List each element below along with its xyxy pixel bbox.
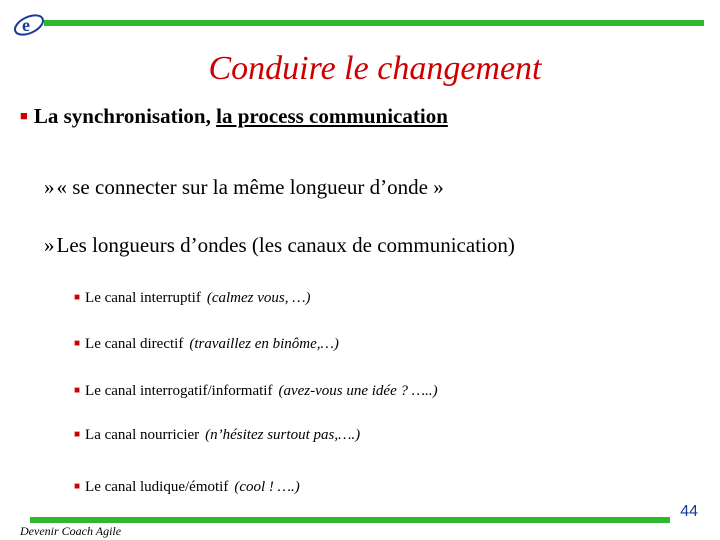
channel-label: Le canal directif [85,336,184,352]
square-bullet-icon: ■ [74,292,81,303]
channel-example: (avez-vous une idée ? …..) [278,383,438,399]
subbullet-2 [44,233,515,258]
channel-item-2 [74,336,339,353]
chevron-bullet-icon: » [44,233,55,257]
channel-label: Le canal interruptif [85,290,201,306]
subbullet-text: « se connecter sur la même longueur d’onde » [56,175,444,199]
channel-example: (travaillez en binôme,…) [189,336,339,352]
channel-label: Le canal interrogatif/informatif [85,383,273,399]
square-bullet-icon: ■ [74,338,81,349]
square-bullet-icon: ■ [74,385,81,396]
svg-text:e: e [22,15,30,35]
main-bullet [20,104,448,129]
square-bullet-icon: ■ [20,108,28,123]
channel-item-4 [74,427,360,444]
footer-text: Devenir Coach Agile [20,524,122,538]
channel-example: (cool ! ….) [234,479,300,495]
top-rule [44,20,704,26]
slide-title: Conduire le changement [208,50,542,87]
channel-example: (calmez vous, …) [206,290,311,306]
channel-item-1 [74,290,311,307]
channel-label: Le canal ludique/émotif [85,479,229,495]
main-bullet-underlined: la process communication [216,104,448,128]
page-number: 44 [680,503,698,520]
channel-item-5 [74,479,300,496]
bottom-rule [30,517,670,523]
channel-example: (n’hésitez surtout pas,….) [205,427,361,443]
subbullet-1 [44,175,444,200]
square-bullet-icon: ■ [74,429,81,440]
main-bullet-text: La synchronisation, [33,104,217,128]
square-bullet-icon: ■ [74,481,81,492]
channel-item-3 [74,383,438,400]
channel-label: La canal nourricier [85,427,200,443]
subbullet-text: Les longueurs d’ondes (les canaux de communication) [56,233,515,257]
chevron-bullet-icon: » [44,175,55,199]
logo-icon [12,10,46,40]
